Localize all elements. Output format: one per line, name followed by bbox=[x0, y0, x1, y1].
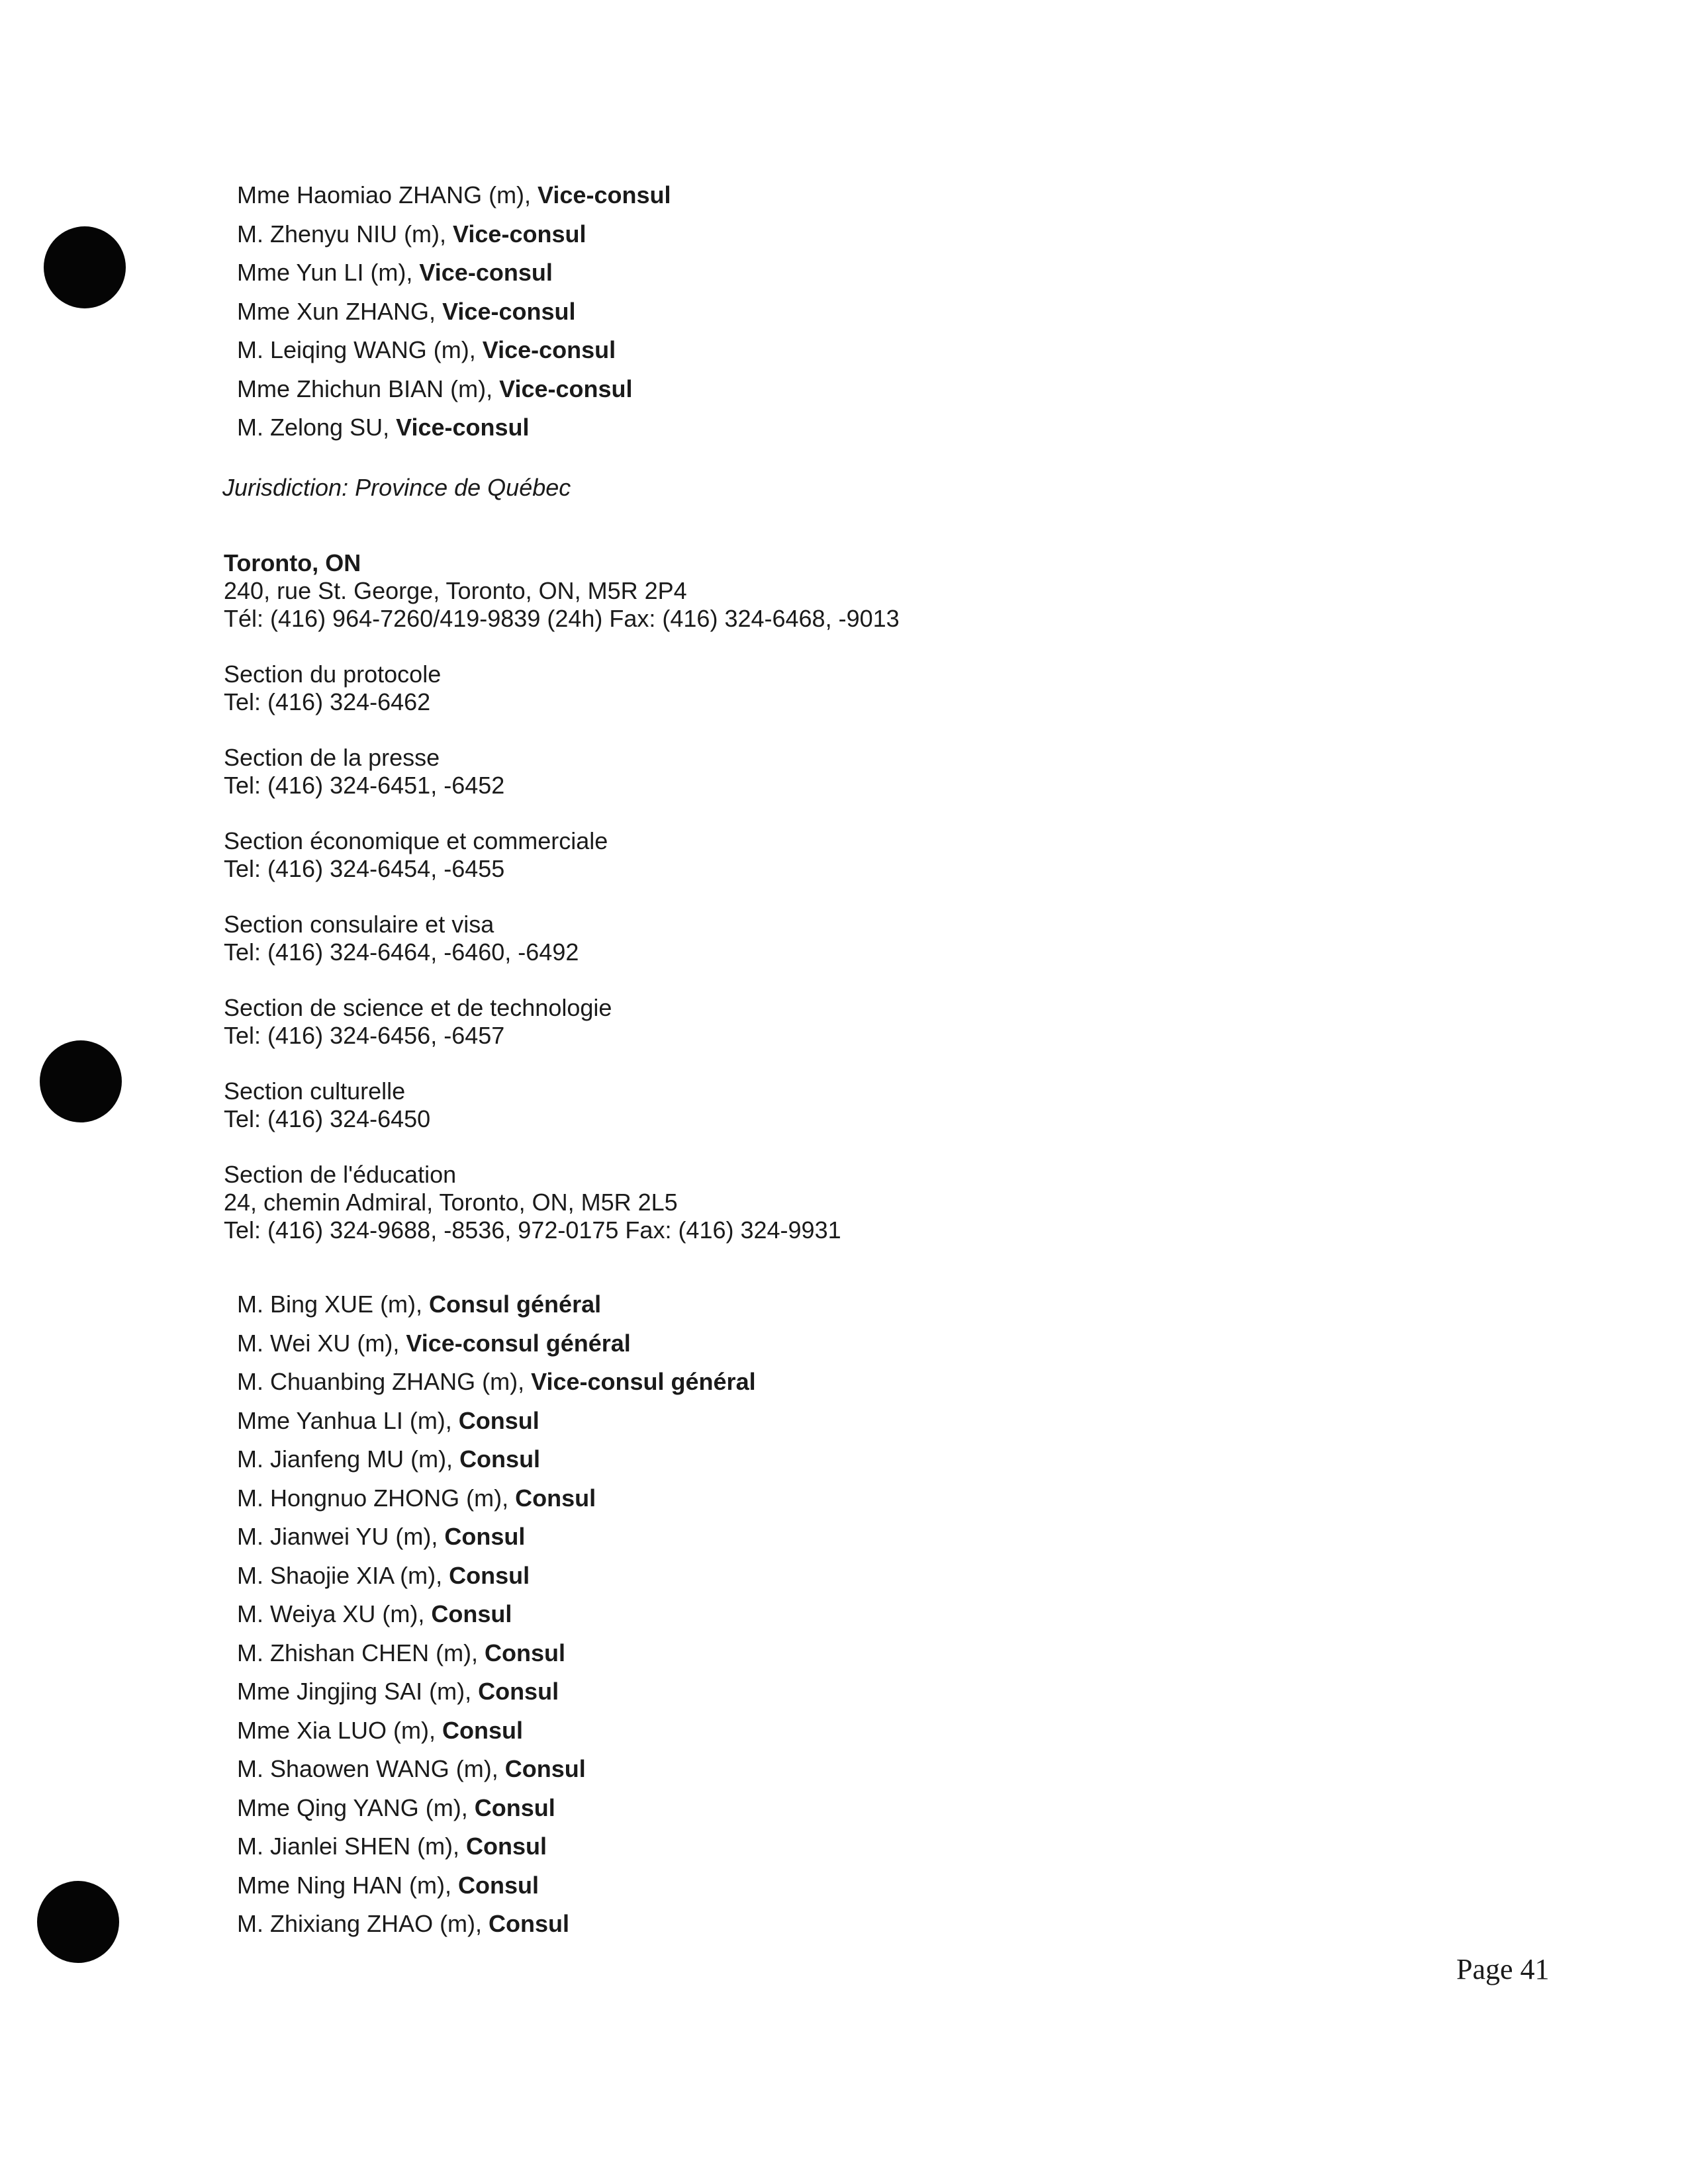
staff-entry bbox=[237, 1440, 756, 1479]
section-name: Section culturelle bbox=[224, 1077, 406, 1105]
staff-name: M. Zhenyu NIU (m), bbox=[237, 220, 453, 248]
punch-hole bbox=[44, 226, 126, 308]
staff-name: M. Hongnuo ZHONG (m), bbox=[237, 1484, 516, 1512]
section-name: Section de l'éducation bbox=[224, 1161, 457, 1188]
staff-title: Consul bbox=[459, 1445, 541, 1473]
section-name: Section de science et de technologie bbox=[224, 994, 612, 1021]
staff-entry bbox=[237, 1750, 756, 1789]
staff-title: Consul bbox=[458, 1871, 539, 1899]
punch-hole bbox=[37, 1881, 119, 1963]
staff-name: Mme Haomiao ZHANG (m), bbox=[237, 181, 538, 208]
section-phone: Tel: (416) 324-6451, -6452 bbox=[224, 772, 505, 799]
staff-name: M. Wei XU (m), bbox=[237, 1329, 406, 1357]
staff-name: Mme Zhichun BIAN (m), bbox=[237, 375, 500, 402]
section-phone: Tel: (416) 324-6454, -6455 bbox=[224, 855, 505, 882]
staff-title: Consul bbox=[458, 1406, 539, 1434]
staff-entry bbox=[237, 370, 671, 409]
staff-name: M. Leiqing WANG (m), bbox=[237, 336, 483, 363]
staff-list-top bbox=[237, 176, 671, 447]
staff-title: Vice-consul général bbox=[531, 1368, 756, 1395]
staff-name: Mme Xun ZHANG, bbox=[237, 297, 443, 325]
staff-name: Mme Xia LUO (m), bbox=[237, 1716, 443, 1744]
staff-name: M. Weiya XU (m), bbox=[237, 1600, 432, 1627]
staff-entry bbox=[237, 253, 671, 293]
staff-title: Consul bbox=[474, 1794, 555, 1821]
staff-title: Vice-consul bbox=[453, 220, 586, 248]
staff-title: Vice-consul général bbox=[406, 1329, 631, 1357]
staff-entry bbox=[237, 1363, 756, 1402]
staff-name: M. Shaowen WANG (m), bbox=[237, 1755, 505, 1782]
staff-name: M. Jianwei YU (m), bbox=[237, 1523, 445, 1550]
section-name: Section de la presse bbox=[224, 744, 440, 771]
staff-name: Mme Yun LI (m), bbox=[237, 259, 420, 286]
staff-entry bbox=[237, 176, 671, 215]
section-name: Section consulaire et visa bbox=[224, 911, 494, 938]
office-city: Toronto, ON bbox=[224, 549, 361, 576]
section-economic bbox=[224, 827, 900, 883]
staff-entry bbox=[237, 1866, 756, 1905]
staff-list-bottom bbox=[237, 1285, 756, 1944]
staff-entry bbox=[237, 408, 671, 447]
staff-entry bbox=[237, 1557, 756, 1596]
staff-entry bbox=[237, 1672, 756, 1711]
section-press bbox=[224, 744, 900, 799]
staff-name: Mme Yanhua LI (m), bbox=[237, 1406, 459, 1434]
staff-name: M. Zhishan CHEN (m), bbox=[237, 1639, 485, 1666]
office-address: 240, rue St. George, Toronto, ON, M5R 2P4 bbox=[224, 577, 687, 604]
staff-title: Vice-consul bbox=[538, 181, 671, 208]
staff-title: Consul bbox=[442, 1716, 524, 1744]
staff-name: M. Jianfeng MU (m), bbox=[237, 1445, 460, 1473]
section-name: Section du protocole bbox=[224, 660, 442, 688]
section-education bbox=[224, 1161, 900, 1244]
staff-title: Consul bbox=[444, 1523, 526, 1550]
section-address: 24, chemin Admiral, Toronto, ON, M5R 2L5 bbox=[224, 1189, 678, 1216]
staff-title: Consul bbox=[478, 1678, 559, 1705]
staff-entry bbox=[237, 293, 671, 332]
staff-entry bbox=[237, 1634, 756, 1673]
staff-entry bbox=[237, 1595, 756, 1634]
staff-name: Mme Jingjing SAI (m), bbox=[237, 1678, 479, 1705]
section-phone: Tel: (416) 324-6450 bbox=[224, 1105, 431, 1132]
staff-title: Vice-consul bbox=[482, 336, 616, 363]
section-cultural bbox=[224, 1077, 900, 1133]
staff-title: Consul bbox=[431, 1600, 512, 1627]
staff-title: Consul bbox=[515, 1484, 596, 1512]
staff-title: Consul bbox=[489, 1910, 570, 1937]
staff-title: Consul bbox=[485, 1639, 566, 1666]
staff-entry bbox=[237, 1285, 756, 1324]
section-name: Section économique et commerciale bbox=[224, 827, 608, 854]
staff-entry bbox=[237, 215, 671, 254]
staff-entry bbox=[237, 1479, 756, 1518]
section-phone: Tel: (416) 324-6464, -6460, -6492 bbox=[224, 938, 579, 966]
staff-entry bbox=[237, 1711, 756, 1751]
staff-title: Vice-consul bbox=[499, 375, 633, 402]
staff-title: Vice-consul bbox=[419, 259, 553, 286]
staff-entry bbox=[237, 1827, 756, 1866]
office-block bbox=[224, 549, 900, 1244]
section-consular bbox=[224, 911, 900, 966]
staff-entry bbox=[237, 1905, 756, 1944]
staff-name: M. Shaojie XIA (m), bbox=[237, 1561, 449, 1589]
staff-entry bbox=[237, 331, 671, 370]
staff-name: M. Zelong SU, bbox=[237, 414, 397, 441]
staff-entry bbox=[237, 1789, 756, 1828]
staff-title: Consul bbox=[449, 1561, 530, 1589]
staff-name: M. Zhixiang ZHAO (m), bbox=[237, 1910, 489, 1937]
punch-hole bbox=[40, 1040, 122, 1122]
staff-name: M. Jianlei SHEN (m), bbox=[237, 1833, 467, 1860]
page-number: Page 41 bbox=[1456, 1953, 1550, 1985]
staff-title: Consul général bbox=[429, 1291, 602, 1318]
staff-name: M. Bing XUE (m), bbox=[237, 1291, 430, 1318]
staff-title: Vice-consul bbox=[396, 414, 530, 441]
staff-title: Vice-consul bbox=[442, 297, 576, 325]
staff-entry bbox=[237, 1324, 756, 1363]
staff-entry bbox=[237, 1518, 756, 1557]
section-phone: Tel: (416) 324-6462 bbox=[224, 688, 431, 715]
section-science bbox=[224, 994, 900, 1050]
staff-entry bbox=[237, 1402, 756, 1441]
staff-name: Mme Ning HAN (m), bbox=[237, 1871, 459, 1899]
section-phone: Tel: (416) 324-6456, -6457 bbox=[224, 1022, 505, 1049]
section-phone: Tel: (416) 324-9688, -8536, 972-0175 Fax: (416) 324-9931 bbox=[224, 1216, 841, 1244]
staff-title: Consul bbox=[466, 1833, 547, 1860]
staff-name: Mme Qing YANG (m), bbox=[237, 1794, 475, 1821]
staff-title: Consul bbox=[504, 1755, 586, 1782]
section-protocol bbox=[224, 660, 900, 716]
office-phone: Tél: (416) 964-7260/419-9839 (24h) Fax: (416) 324-6468, -9013 bbox=[224, 605, 900, 632]
jurisdiction: Jurisdiction: Province de Québec bbox=[222, 474, 571, 501]
staff-name: M. Chuanbing ZHANG (m), bbox=[237, 1368, 532, 1395]
